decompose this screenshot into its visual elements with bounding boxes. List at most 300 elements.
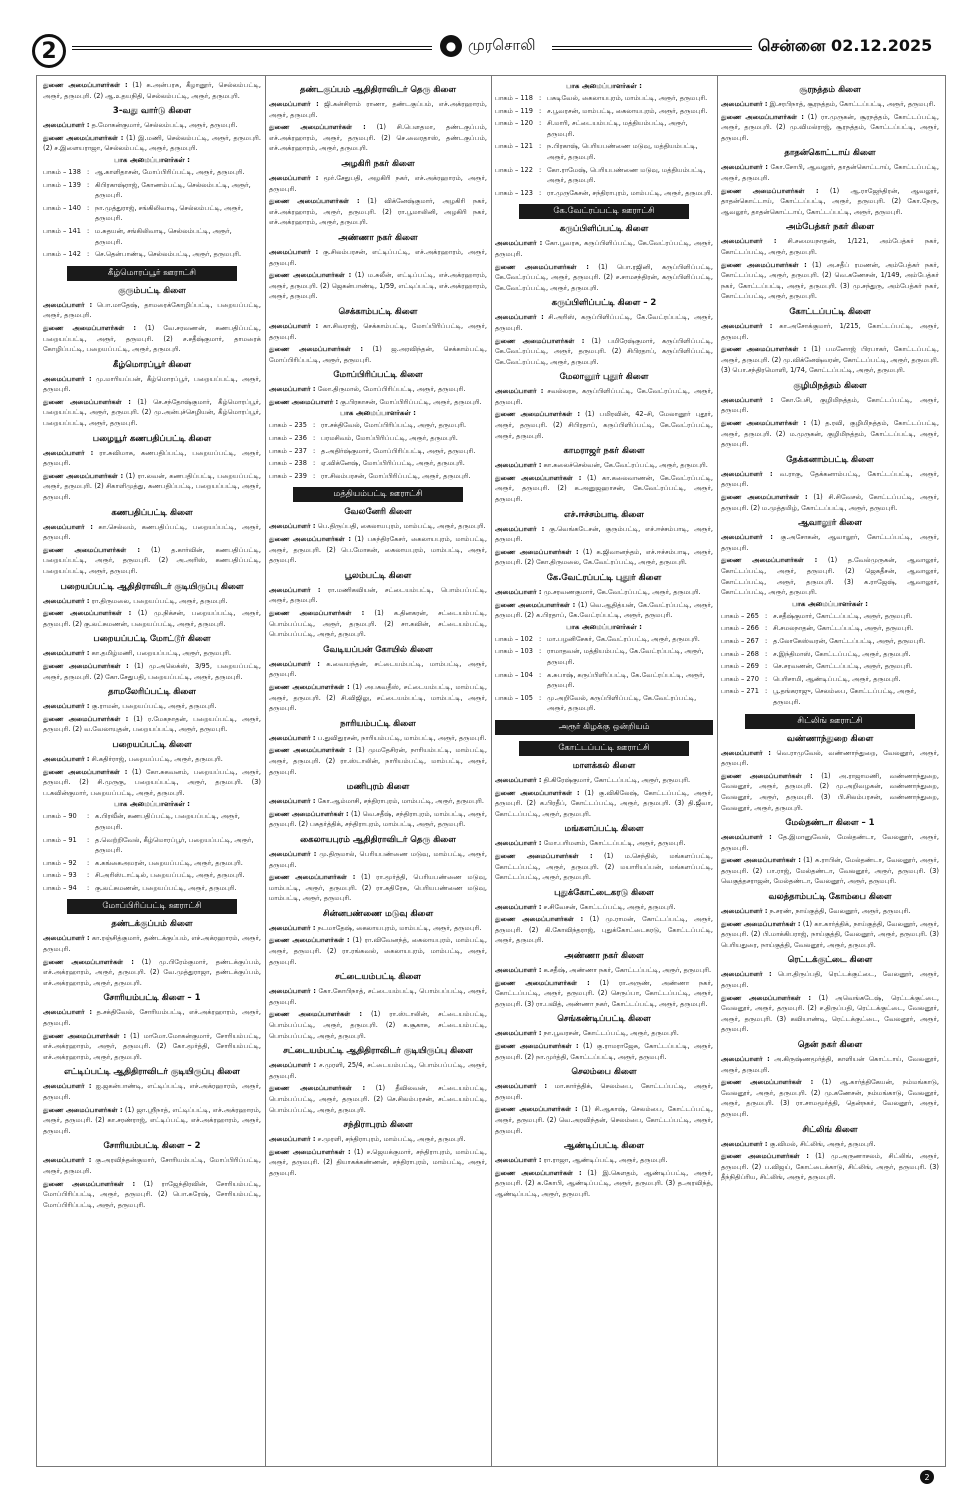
ward-number: பாகம் – 102: [495, 634, 533, 643]
role-label: துணை அமைப்பாளர்கள் :: [721, 556, 818, 565]
branch-block: [721, 818, 939, 887]
member-details: கு.விமல், சிட்லிங், அரூர், தருமபுரி.: [769, 1139, 876, 1148]
role-label: அமைப்பாளர் :: [43, 448, 94, 457]
paper-title: [440, 35, 536, 57]
branch-heading: நாரியம்பட்டி கிளை: [340, 718, 416, 729]
role-label: அமைப்பாளர் :: [721, 237, 777, 246]
branch-block: [495, 573, 713, 714]
office-bearer-line: [269, 1083, 487, 1115]
role-label: துணை அமைப்பாளர்கள் :: [721, 260, 807, 269]
office-bearer-line: [495, 587, 713, 598]
member-details: (1) சு.ராபின், மேல்தண்டா, வேலனூர், அரூர், தருமபுரி. (2) பா.ராஜ், மேல்தண்டா, வேலனூர், அரூர், தருமபுரி. (3) வெகுத்தசராஜன், மேல்தண்டா, வேலனூர், அரூர், தருமபுரி.: [721, 856, 939, 886]
branch-heading: எட்டிப்பட்டி ஆதிதிராவிடர் குடியிருப்பு கிளை: [64, 1067, 240, 1078]
paper-name: முரசொலி: [468, 36, 536, 54]
ward-member: ரா.சிலம்பரசன், மோப்பிரிப்பட்டி, அரூர், தருமபுரி.: [321, 471, 471, 480]
office-bearer-line: [43, 596, 261, 607]
section-banner: கே.வேட்ரப்பட்டி ஊராட்சி: [519, 204, 689, 219]
member-details: (1) கு.விகிலேஷ், கோட்டப்பட்டி, அரூர், தருமபுரி. (2) க.பிரதீப், கோட்டப்பட்டி, அரூர், தருமபுரி. (3) தி.ஜீவா, கோட்டப்பட்டி, அரூர், தருமபுரி.: [495, 788, 713, 818]
office-bearer-line: [495, 1041, 713, 1062]
role-label: துணை அமைப்பாளர்கள் :: [721, 112, 804, 121]
ward-row: [495, 141, 713, 162]
branch-heading: தென் நகர் கிளை: [797, 1040, 863, 1050]
ward-row: [495, 106, 713, 117]
role-label: துணை அமைப்பாளர்கள் :: [495, 978, 590, 987]
office-bearer-line: [269, 384, 487, 395]
member-details: ச.முரளி, 25/4, சட்டையம்பட்டி, பொம்பப்பட்டி, அரூர், தருமபுரி.: [269, 1061, 487, 1080]
office-bearer-line: [269, 397, 487, 408]
role-label: துணை அமைப்பாளர்கள் :: [269, 609, 365, 617]
role-label: அமைப்பாளர் :: [269, 585, 321, 594]
office-bearer-line: [269, 585, 487, 606]
office-bearer-line: [721, 1139, 939, 1150]
office-bearer-line: [495, 547, 713, 568]
branch-heading: சிட்லிங் கிளை: [802, 1124, 858, 1135]
article-column-1: [43, 80, 261, 1462]
role-label: துணை அமைப்பாளர்கள் :: [269, 936, 350, 945]
office-bearer-line: [721, 162, 939, 183]
member-details: (1) கா.கலைவாணன், கே.வேட்ரப்பட்டி, அரூர், தருமபுரி. (2) க.அனுஜஹாசன், கே.வேட்ரப்பட்டி, அரூர், தருமபுரி.: [495, 473, 713, 504]
branch-block: [43, 1141, 261, 1210]
member-details: மா.கார்த்திக், செலம்பை, கோட்டப்பட்டி, அரூர், தருமபுரி.: [495, 1082, 713, 1101]
ward-member: த.வெற்றிவேல், கீழ்மொரப்பூர், பறையப்பட்டி, அரூர், தருமபுரி.: [95, 835, 254, 855]
member-details: (1) ரா.மூர்த்தி, பெரியபண்ணை மடுவு, மாம்பட்டி, அரூர், தருமபுரி. (2) ரா.கதிரேசு, பெரியபண்ணை மடுவு, மாம்பட்டி, அரூர், தருமபுரி.: [269, 873, 487, 903]
branch-block: [495, 951, 713, 1009]
office-bearer-line: [721, 855, 939, 887]
member-details: (1) ச.ஜெயக்குமார், சந்திராபுரம், மாம்பட்டி, அரூர், தருமபுரி. (2) தியாகக்கண்ணன், சந்திராபுரம், மாம்பட்டி, அரூர், தருமபுரி.: [269, 1147, 487, 1177]
branch-block: [269, 571, 487, 640]
branch-heading: வண்ணாந்துறை கிளை: [786, 733, 874, 744]
member-details: கு.சிலம்பரசன், எட்டிப்பட்டி, எச்.அக்ரஹாரம், அரூர், தருமபுரி.: [269, 247, 487, 267]
office-bearer-line: [721, 418, 939, 450]
branch-block: [269, 507, 487, 565]
branch-heading: சோரியம்பட்டி கிளை – 1: [103, 993, 201, 1004]
role-label: அமைப்பாளர் :: [269, 100, 319, 108]
ward-row: [721, 611, 939, 622]
role-label: அமைப்பாளர் :: [721, 533, 773, 542]
member-details: (1) வே.சரவணன், கணபதிப்பட்டி, பறையப்பட்டி, அரூர், தருமபுரி. (2) ச.சதீஷ்குமார், தாமரைக் கோழிப்பட்டி, பறையப்பட்டி, அரூர், தருமபுரி.: [43, 323, 261, 354]
ward-member: ச.பூவரசன், மாம்பட்டி, கைலாயபுரம், அரூர், தருமபுரி.: [547, 106, 708, 115]
member-details: ரா.சுவிமாசு, கணபதிப்பட்டி, பறையப்பட்டி, அரூர், தருமபுரி.: [43, 448, 261, 468]
branch-block: [495, 510, 713, 568]
ward-colon: :: [539, 693, 542, 702]
office-bearer-line: [43, 648, 261, 659]
ward-number: பாகம் – 122: [495, 165, 533, 174]
ward-row: [495, 693, 713, 714]
office-bearer-line: [43, 933, 261, 954]
branch-block: [269, 1120, 487, 1178]
ward-colon: :: [539, 94, 542, 102]
branch-block: [721, 381, 939, 450]
ward-member: கிபிரகாஷ்ராஜ், கோணம்பட்டி, செல்லம்பட்டி, அரூர், தருமபுரி.: [95, 180, 251, 200]
member-details: ஐ.ஜகன்பாண்டி, எட்டிப்பட்டி, எச்.அக்ரஹாரம், அரூர், தருமபுரி.: [43, 1082, 261, 1101]
page-number-badge: 2: [32, 34, 66, 68]
role-label: துணை அமைப்பாளர்கள் :: [495, 600, 576, 609]
ward-member: சி.அரிஸ்டாட்டில், பறையப்பட்டி, அரூர், தருமபுரி.: [95, 871, 245, 880]
office-bearer-line: [495, 386, 713, 407]
branch-block: [495, 82, 713, 198]
ward-member: ஏ.விக்னேஷ், மோப்பிரிப்பட்டி, அரூர், தருமபுரி.: [321, 459, 465, 468]
branch-block: [269, 719, 487, 777]
branch-heading: 3-வது வார்டு கிளை: [112, 106, 192, 117]
branch-block: [43, 582, 261, 630]
ward-row: [495, 188, 713, 199]
role-label: துணை அமைப்பாளர்கள் :: [495, 915, 584, 924]
office-bearer-line: [495, 409, 713, 441]
branch-block: [721, 222, 939, 302]
branch-heading: சட்டையம்பட்டி ஆதிதிராவிடர் குடியிருப்பு கிளை: [283, 1046, 473, 1057]
member-details: (1) ஆ.கார்த்திகேயன், நம்மங்காடு, வேலனூர், அரூர், தருமபுரி. (2) மு.கணேசன், நம்மங்காடு, வேலனூர், அரூர், தருமபுரி. (3) ரா.சாமமூர்த்தி, தென்நகர், வேலனூர், அரூர், தருமபுரி.: [721, 1078, 939, 1118]
role-label: துணை அமைப்பாளர்கள் :: [721, 993, 812, 1002]
office-bearer-line: [495, 473, 713, 505]
ward-member: க.கங்கைஅமரன், பறையப்பட்டி, அரூர், தருமபுரி.: [95, 858, 243, 867]
role-label: அமைப்பாளர் :: [269, 733, 316, 742]
branch-block: [269, 909, 487, 967]
office-bearer-line: [495, 978, 713, 1010]
member-details: பெ.திருப்பதி, கைலாயபுரம், மாம்பட்டி, அரூர், தருமபுரி.: [317, 522, 486, 531]
ward-number: பாகம் – 91: [43, 835, 77, 844]
ward-number: பாகம் – 236: [269, 434, 307, 443]
member-details: (1) ரா.அருண், அண்ணா நகர், கோட்டப்பட்டி, அரூர், தருமபுரி. (2) செருப்பா, கோட்டப்பட்டி, அரூர், தருமபுரி. (3) ரா.பவித், அண்ணா நகர், கோட்டப்பட்டி, அரூர், தருமபுரி.: [495, 978, 713, 1008]
office-bearer-line: [495, 460, 713, 471]
ward-number: பாகம் – 92: [43, 858, 77, 867]
role-label: துணை அமைப்பாளர்கள் :: [43, 81, 128, 89]
ward-number: பாகம் – 104: [495, 670, 533, 679]
role-label: அமைப்பாளர் :: [495, 588, 542, 596]
ward-colon: :: [539, 188, 542, 197]
role-label: அமைப்பாளர் :: [43, 754, 90, 763]
office-bearer-line: [43, 522, 261, 543]
branch-block: [495, 1014, 713, 1062]
ward-list-title: பாக அமைப்பாளர்கள் :: [566, 622, 642, 631]
member-details: நடமாதேஷ், கைலாயபுரம், மாம்பட்டி, அரூர், தருமபுரி.: [317, 923, 482, 932]
office-bearer-line: [721, 186, 939, 218]
branch-heading: அண்ணா நகர் கிளை: [564, 951, 644, 962]
branch-heading: மேல்தண்டா கிளை – 1: [785, 818, 875, 829]
ward-number: பாகம் – 105: [495, 693, 533, 702]
masthead-rule-right: [552, 46, 752, 50]
office-bearer-line: [721, 919, 939, 951]
branch-heading: கருப்பிளிப்பட்டி கிளை – 2: [551, 298, 657, 309]
ward-colon: :: [765, 687, 768, 696]
role-label: துணை அமைப்பாளர்கள் :: [495, 788, 580, 797]
ward-member: பூ.தங்கராஜு, செலம்பை, கோட்டப்பட்டி, அரூர், தருமபுரி.: [773, 687, 917, 706]
member-details: (1) இ.மணி, செல்லம்பட்டி, அரூர், தருமபுரி. (2) ச.இளையராஜா, செல்லம்பட்டி, அரூர், தருமபுரி.: [43, 133, 261, 153]
ward-member: பெரிசாமி, ஆண்டிப்பட்டி, அரூர், தருமபுரி.: [773, 674, 901, 683]
office-bearer-line: [269, 270, 487, 302]
ward-colon: :: [313, 434, 316, 443]
member-details: சவல்லரசு, கருப்பிளிப்பட்டி, கே.வேட்ரப்பட்டி, அரூர், தருமபுரி.: [495, 387, 713, 406]
ward-member: த.அதிர்ஷ்குமார், மோப்பிரிப்பட்டி, அரூர், தருமபுரி.: [321, 446, 476, 455]
ward-row: [43, 883, 261, 894]
role-label: துணை அமைப்பாளர்கள் :: [495, 851, 593, 860]
role-label: துணை அமைப்பாளர்கள் :: [721, 419, 807, 428]
ward-number: பாகம் – 239: [269, 471, 307, 480]
office-bearer-line: [269, 935, 487, 967]
branch-block: [495, 1141, 713, 1199]
ward-row: [495, 646, 713, 667]
member-details: (1) சி.சிவேசல், கோட்டப்பட்டி, அரூர், தருமபுரி. (2) ம.முத்தமிழ், கோட்டப்பட்டி, அரூர், தருமபுரி.: [721, 493, 939, 512]
ward-colon: :: [765, 662, 768, 671]
branch-block: [269, 85, 487, 154]
dateline: சென்னை 02.12.2025: [758, 36, 933, 55]
ward-member: பசுடிவேல், கைலாயபுரம், மாம்பட்டி, அரூர், தருமபுரி.: [547, 94, 708, 102]
office-bearer-line: [269, 99, 487, 120]
member-details: (1) மாமோ.மோகன்குமார், சோரியம்பட்டி, எச்.அக்ரஹாரம், அரூர், தருமபுரி. (2) கோ.மூர்த்தி, சோரியம்பட்டி, எச்.அக்ரஹாரம், அரூர், தருமபுரி.: [43, 1031, 261, 1061]
branch-heading: கருப்பிளிப்பட்டி கிளை: [559, 224, 649, 235]
role-label: துணை அமைப்பாளர்கள் :: [721, 1078, 814, 1087]
office-bearer-line: [43, 1031, 261, 1063]
ward-row: [721, 661, 939, 672]
office-bearer-line: [721, 260, 939, 302]
member-details: கு.பிரகாசன், மோப்பிரிப்பட்டி, அரூர், தருமபுரி.: [340, 397, 482, 406]
member-details: க.வையந்தன், சட்டையம்பட்டி, மாம்பட்டி, அரூர், தருமபுரி.: [269, 659, 487, 679]
branch-heading: சந்திராபுரம் கிளை: [343, 1120, 413, 1131]
ward-member: த.லோகேஸ்வரன், கோட்டப்பட்டி, அரூர், தருமபுரி.: [773, 636, 926, 645]
office-bearer-line: [721, 1151, 939, 1183]
role-label: துணை அமைப்பாளர்கள் :: [721, 919, 801, 928]
member-details: (1) பமனோஜ் பிரபாகர், கோட்டப்பட்டி, அரூர், தருமபுரி. (2) மு.விக்னேஷ்வரன், கோட்டப்பட்டி, அரூர், தருமபுரி. (3) பொ.சந்திரமொளி, 1/74, கோட்டப்பட்டி, அரூர், தருமபுரி.: [721, 345, 939, 375]
member-details: (1) த.கார்வின், கணபதிப்பட்டி, பறையப்பட்டி, அரூர், தருமபுரி. (2) அ.அரிஸ், கணபதிப்பட்டி, பறையப்பட்டி, அரூர், தருமபுரி.: [43, 545, 261, 575]
office-bearer-line: [269, 247, 487, 268]
ward-colon: :: [87, 167, 90, 176]
branch-heading: பறையப்பட்டி மோட்டூர் கிளை: [93, 634, 211, 645]
office-bearer-line: [495, 851, 713, 883]
member-details: அ.கிருஷ்ணமூர்த்தி, காளியன் கொட்டாய், வேலனூர், அரூர், தருமபுரி.: [721, 1055, 939, 1074]
role-label: துணை அமைப்பாளர்கள் :: [43, 767, 128, 776]
branch-heading: தேக்கனாம்பட்டி கிளை: [786, 454, 874, 465]
role-label: அமைப்பாளர் :: [721, 1055, 770, 1063]
branch-block: [43, 687, 261, 735]
role-label: அமைப்பாளர் :: [721, 907, 768, 916]
office-bearer-line: [269, 321, 487, 342]
branch-block: [43, 360, 261, 429]
office-bearer-line: [43, 701, 261, 712]
role-label: துணை அமைப்பாளர்கள் :: [43, 397, 131, 406]
branch-heading: தண்டகுப்பம் ஆதிதிராவிடர் தெரு கிளை: [299, 85, 457, 95]
role-label: அமைப்பாளர் :: [269, 797, 316, 806]
office-bearer-line: [269, 796, 487, 807]
office-bearer-line: [269, 173, 487, 194]
ward-row: [43, 167, 261, 178]
branch-block: [269, 972, 487, 1041]
branch-block: [721, 518, 939, 707]
member-details: (1) அபகவதீஸ், சட்டையம்பட்டி, மாம்பட்டி, அரூர், தருமபுரி. (2) சி.விஜிலு, சட்டையம்பட்டி, மாம்பட்டி, அரூர், தருமபுரி.: [269, 682, 487, 713]
role-label: துணை அமைப்பாளர்கள் :: [269, 345, 363, 354]
office-bearer-line: [495, 965, 713, 976]
role-label: துணை அமைப்பாளர்கள் :: [43, 471, 124, 480]
member-details: கோ.கோபிநாத், சட்டையம்பட்டி, பொம்பப்பட்டி, அரூர், தருமபுரி.: [269, 987, 487, 1006]
ward-row: [495, 165, 713, 186]
member-details: (1) கு.ராமராஜேசு, கோட்டப்பட்டி, அரூர், தருமபுரி. (2) நா.முர்த்தி, கோட்டப்பட்டி, அரூர், தருமபுரி.: [495, 1042, 713, 1061]
ward-number: பாகம் – 141: [43, 226, 81, 235]
role-label: அமைப்பாளர் :: [495, 902, 542, 911]
member-details: மு.சரவணகுமார், கே.வேட்ரப்பட்டி, அரூர், தருமபுரி.: [543, 588, 701, 596]
ward-number: பாகம் – 265: [721, 611, 759, 620]
member-details: (1) ரா.விவேனந்த், கைலாயபுரம், மாம்பட்டி, அரூர், தருமபுரி. (2) ரா.ரங்கவல், கைலாயபுரம், மாம்பட்டி, அரூர், தருமபுரி.: [269, 936, 487, 966]
member-details: லோ.திருமால், மோப்பிரிப்பட்டி, அரூர், தருமபுரி.: [317, 385, 466, 394]
office-bearer-line: [43, 300, 261, 321]
ward-row: [269, 458, 487, 469]
role-label: துணை அமைப்பாளர்கள் :: [43, 957, 134, 966]
branch-heading: தாமலேரிப்பட்டி கிளை: [108, 687, 196, 698]
ward-number: பாகம் – 118: [495, 94, 533, 102]
member-details: மோ.பரிமளம், கோட்டப்பட்டி, அரூர், தருமபுரி.: [543, 839, 686, 848]
office-bearer-line: [43, 397, 261, 429]
branch-block: [43, 80, 261, 101]
office-bearer-line: [495, 238, 713, 259]
office-bearer-line: [43, 754, 261, 765]
role-label: அமைப்பாளர் :: [43, 1156, 92, 1165]
member-details: வெ.ராமுவேல், வண்ணாந்துறை, வேலனூர், அரூர், தருமபுரி.: [721, 748, 939, 768]
branch-heading: கோட்டப்பட்டி கிளை: [789, 306, 871, 317]
branch-heading: சட்டையம்பட்டி கிளை: [335, 972, 421, 983]
member-details: சி.கதிர்ராஜ், பறையப்பட்டி, அரூர், தருமபுரி.: [91, 754, 223, 763]
branch-block: [269, 307, 487, 365]
ward-colon: :: [313, 421, 316, 430]
role-label: துணை அமைப்பாளர்கள் :: [43, 714, 129, 723]
role-label: துணை அமைப்பாளர்கள் :: [721, 1152, 809, 1161]
office-bearer-line: [43, 608, 261, 629]
ward-member: ச.சதீஷ்குமார், கோட்டப்பட்டி, அரூர், தருமபுரி.: [773, 611, 913, 620]
ward-colon: :: [87, 812, 90, 821]
member-details: (1) ரா.ஸ்டாலின், சட்டையம்பட்டி, பொம்பப்பட்டி, அரூர், தருமபுரி. (2) க.சூகாசு, சட்டையம்பட்டி, பொம்பப்பட்டி, அரூர், தருமபுரி.: [269, 1010, 487, 1040]
branch-block: [721, 955, 939, 1035]
office-bearer-line: [269, 122, 487, 154]
branch-block: [43, 993, 261, 1062]
branch-heading: வேடியப்பன் கோயில் கிளை: [323, 644, 433, 655]
ward-number: பாகம் – 138: [43, 167, 81, 176]
ward-number: பாகம் – 270: [721, 674, 759, 683]
member-details: மு.திருமால், பெரியபண்ணை மடுவு, மாம்பட்டி, அரூர், தருமபுரி.: [269, 849, 487, 869]
role-label: அமைப்பாளர் :: [43, 596, 90, 605]
branch-block: [269, 233, 487, 302]
office-bearer-line: [721, 492, 939, 513]
member-details: (1) ரா.லவன், கணபதிப்பட்டி, பறையப்பட்டி, அரூர், தருமபுரி. (2) சிகாளிமுத்து, கணபதிப்பட்டி, பறையப்பட்டி, அரூர், தருமபுரி.: [43, 471, 261, 502]
office-bearer-line: [495, 336, 713, 368]
office-bearer-line: [269, 608, 487, 640]
office-bearer-line: [269, 1147, 487, 1179]
ward-number: பாகம் – 238: [269, 459, 307, 468]
office-bearer-line: [721, 832, 939, 853]
branch-heading: ஆண்டிப்பட்டி கிளை: [563, 1141, 645, 1152]
ward-row: [43, 870, 261, 881]
member-details: ரா.திருமலை, பறையப்பட்டி, அரூர், தருமபுரி.: [91, 596, 228, 605]
office-bearer-line: [43, 661, 261, 682]
role-label: துணை அமைப்பாளர்கள் :: [269, 1010, 362, 1019]
branch-block: [495, 446, 713, 504]
ward-number: பாகம் – 93: [43, 871, 77, 880]
member-details: (1) பசுந்திரகேசர், கைலாயபுரம், மாம்பட்டி, அரூர், தருமபுரி. (2) பெ.மோகன், கைலாயபுரம், மாம்பட்டி, அரூர், தருமபுரி.: [269, 535, 487, 565]
ward-colon: :: [539, 119, 542, 128]
ward-colon: :: [539, 142, 542, 151]
role-label: அமைப்பாளர் :: [495, 775, 542, 784]
role-label: துணை அமைப்பாளர்கள் :: [495, 410, 581, 419]
ward-row: [721, 623, 939, 634]
member-details: (1) ம.செந்தில், மங்களப்பட்டி, கோட்டப்பட்டி, அரூர், தருமபுரி. (2) மயாரியப்பன், மங்களப்பட்டி, கோட்டப்பட்டி, அரூர், தருமபுரி.: [495, 851, 713, 882]
office-bearer-line: [43, 714, 261, 735]
branch-block: [269, 835, 487, 904]
role-label: அமைப்பாளர் :: [495, 839, 542, 848]
office-bearer-line: [721, 555, 939, 597]
role-label: அமைப்பாளர் :: [721, 833, 772, 842]
office-bearer-line: [495, 524, 713, 545]
role-label: அமைப்பாளர் :: [495, 1156, 542, 1165]
ward-number: பாகம் – 266: [721, 624, 759, 633]
ward-colon: :: [87, 250, 90, 259]
member-details: சி.அரிஸ், கருப்பிளிப்பட்டி, கே.வேட்ரப்பட்டி, அரூர், தருமபுரி.: [495, 313, 713, 332]
ward-member: ந.பிரகாஷ், பெரியபண்ணை மடுவு, மத்தியம்பட்டி, அரூர், தருமபுரி.: [547, 142, 698, 161]
branch-block: [43, 740, 261, 894]
branch-block: [495, 298, 713, 367]
ward-number: பாகம் – 94: [43, 883, 77, 892]
member-details: (1) த.ரவி, குழிமிநத்தம், கோட்டப்பட்டி, அரூர், தருமபுரி. (2) ம.முருகன், குழிமிநத்தம், கோட்டப்பட்டி, அரூர், தருமபுரி.: [721, 419, 939, 449]
office-bearer-line: [43, 120, 261, 131]
member-details: (1) வெ.ஆதித்யன், கே.வேட்ரப்பட்டி, அரூர், தருமபுரி. (2) க.பிரதாப், கே.வேட்ரப்பட்டி, அரூர், தருமபுரி.: [495, 600, 713, 620]
member-details: ரா.ராஜா, ஆண்டிப்பட்டி, அரூர், தருமபுரி.: [543, 1156, 668, 1165]
member-details: வ.ராகு, தேக்கனாம்பட்டி, கோட்டப்பட்டி, அரூர், தருமபுரி.: [721, 469, 939, 489]
section-banner: மோப்பிரிப்பட்டி ஊராட்சி: [67, 899, 237, 914]
branch-heading: கணபதிப்பட்டி கிளை: [111, 507, 193, 518]
branch-block: [721, 734, 939, 814]
ward-list-title: பாக அமைப்பாளர்கள் :: [340, 409, 416, 418]
member-details: தே.இமானுவேல், மேல்தண்டா, வேலனூர், அரூர், தருமபுரி.: [721, 833, 939, 852]
office-bearer-line: [269, 1134, 487, 1145]
role-label: அமைப்பாளர் :: [721, 1139, 768, 1148]
ward-row: [269, 471, 487, 482]
office-bearer-line: [495, 1168, 713, 1200]
ward-colon: :: [765, 636, 768, 645]
member-details: கா.கலைச்செல்வன், கே.வேட்ரப்பட்டி, அரூர், தருமபுரி.: [543, 461, 708, 470]
member-details: கு.வெங்கடேசன், குரும்பட்டி, எச்.ஈச்சம்பாடி, அரூர், தருமபுரி.: [495, 524, 713, 544]
ward-member: ரா.சக்திவேல், மோப்பிரிப்பட்டி, அரூர், தருமபுரி.: [321, 421, 467, 430]
member-details: (1) ராஜேந்திரவின், சோரியம்பட்டி, மோப்பிரிப்பட்டி, அரூர், தருமபுரி. (2) பொ.சுரேஷ், சோரியம்பட்டி, மோப்பிரிப்பட்டி, அரூர், தருமபுரி.: [43, 1179, 261, 1209]
branch-block: [721, 307, 939, 376]
member-details: (1) சி.ஆகாஷ், செலம்பை, கோட்டப்பட்டி, அரூர், தருமபுரி. (2) வெ.அரவிந்தன், செலம்பை, கோட்டப்பட்டி, அரூர், தருமபுரி.: [495, 1105, 713, 1135]
member-details: (1) இ.கௌதம், ஆண்டிப்பட்டி, அரூர், தருமபுரி. (2) க.கோபி, ஆண்டிப்பட்டி, அரூர், தருமபுரி. (3) த.அரவிந்த், ஆண்டிப்பட்டி, அரூர், தருமபுரி.: [495, 1168, 713, 1198]
role-label: அமைப்பாளர் :: [721, 100, 768, 108]
ward-number: பாகம் – 269: [721, 662, 759, 671]
branch-heading: மேலானூர் புதூர் கிளை: [559, 372, 649, 383]
role-label: அமைப்பாளர் :: [721, 395, 774, 404]
ward-row: [495, 93, 713, 104]
role-label: அமைப்பாளர் :: [495, 313, 544, 322]
ward-number: பாகம் – 119: [495, 106, 533, 115]
member-details: (1) பமிரேஷ்குமார், கருப்பிளிப்பட்டி, கே.வேட்ரப்பட்டி, அரூர், தருமபுரி. (2) சிபிரதாப், கருப்பிளிப்பட்டி, கே.வேட்ரப்பட்டி, அரூர், தருமபுரி.: [495, 336, 713, 366]
role-label: துணை அமைப்பாளர்கள் :: [495, 336, 585, 345]
ward-colon: :: [87, 226, 90, 235]
role-label: அமைப்பாளர் :: [495, 1082, 548, 1091]
member-details: (1) பொ.ரஜினி, கருப்பிளிப்பட்டி, கே.வேட்ரப்பட்டி, அரூர், தருமபுரி. (2) ச.சாமசந்திரன், கருப்பிளிப்பட்டி, கே.வேட்ரப்பட்டி, அரூர், தருமபுரி.: [495, 262, 713, 292]
branch-heading: புதுக்கோட்டைகரடு கிளை: [554, 887, 654, 898]
office-bearer-line: [43, 1007, 261, 1028]
branch-block: [269, 370, 487, 481]
branch-heading: வேலனேரி கிளை: [344, 507, 412, 518]
section-banner: கோட்டப்பட்டி ஊராட்சி: [519, 741, 689, 756]
office-bearer-line: [495, 262, 713, 294]
role-label: துணை அமைப்பாளர்கள் :: [43, 1105, 123, 1114]
ward-member: ச.இந்திமாஸ், கோட்டப்பட்டி, அரூர், தருமபுரி.: [773, 649, 911, 658]
member-details: (1) மு.அலெக்ஸ், 3/95, பறையப்பட்டி, அரூர், தருமபுரி. (2) கோ.சேதுபதி, பறையப்பட்டி, அரூர், தருமபுரி.: [43, 661, 261, 681]
member-details: (1) ரா.முருகன், சூரநத்தம், கோட்டப்பட்டி, அரூர், தருமபுரி. (2) மு.விமல்ராஜ், சூரநத்தம், கோட்டப்பட்டி, அரூர், தருமபுரி.: [721, 112, 939, 142]
branch-block: [721, 455, 939, 513]
member-details: கா.அசோக்குமார், 1/215, கோட்டப்பட்டி, அரூர், தருமபுரி.: [721, 321, 939, 341]
office-bearer-line: [43, 133, 261, 154]
ward-list-title: பாக அமைப்பாளர்கள் :: [792, 599, 868, 608]
ward-member: சி.சமலநாதன், கோட்டப்பட்டி, அரூர், தருமபுரி.: [773, 624, 914, 633]
article-column-3: [495, 80, 713, 1462]
branch-heading: மோப்பிரிப்பட்டி கிளை: [333, 370, 423, 381]
branch-heading: தண்டக்குப்பம் கிளை: [111, 919, 193, 930]
